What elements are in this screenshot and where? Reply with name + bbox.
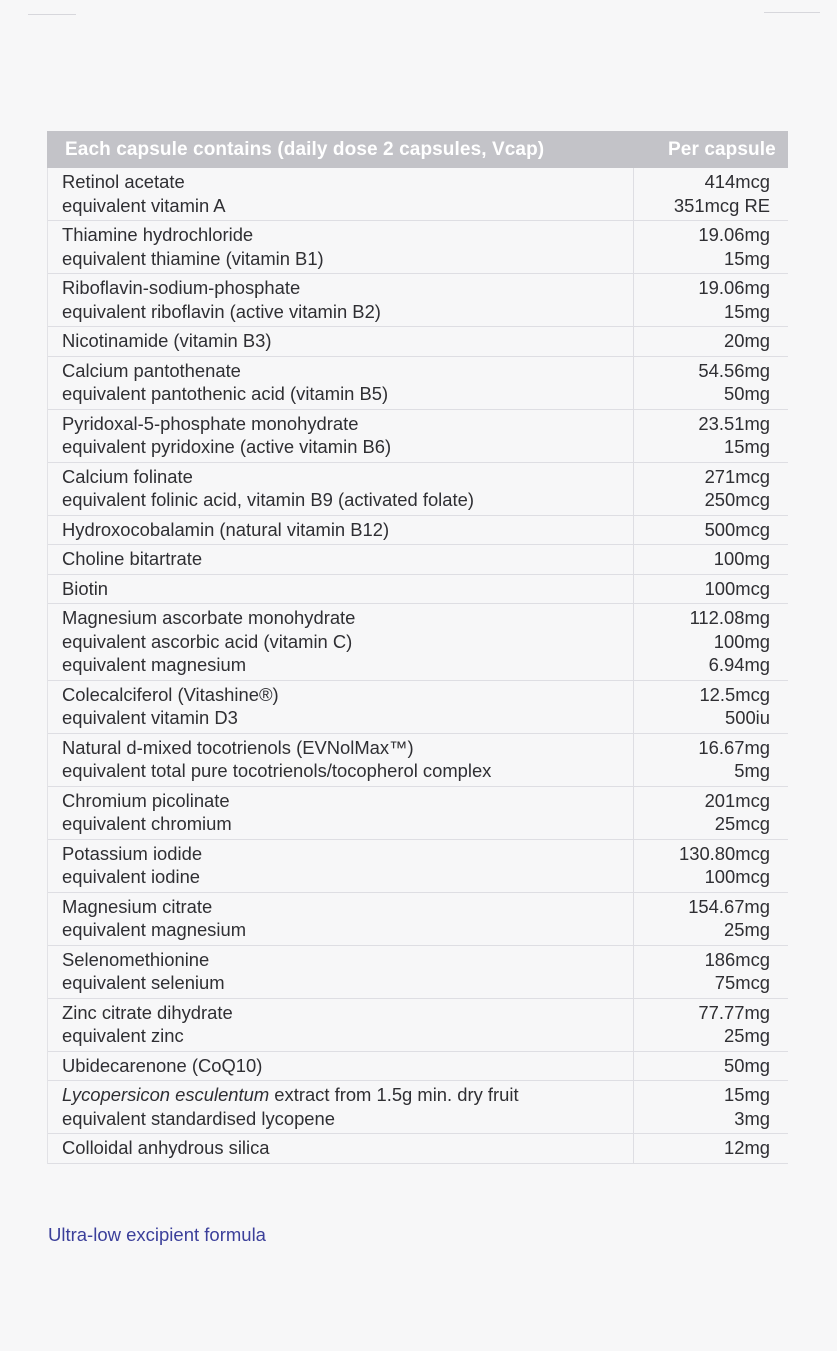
table-row [48,410,788,463]
header-per-capsule-column: Per capsule [668,139,776,160]
ingredient-cell [48,168,634,220]
ingredient-cell [48,840,634,892]
corner-fold-mark-right [764,12,820,13]
amount-cell [634,221,788,273]
amount-cell [634,893,788,945]
ingredient-line: Magnesium citrate [62,895,213,917]
amount-cell [634,681,788,733]
ingredient-line: Hydroxocobalamin (natural vitamin B12) [62,518,390,540]
ingredient-line: equivalent pantothenic acid (vitamin B5) [62,383,389,404]
amount-cell [634,604,788,680]
amount-line: 500mcg [704,518,770,540]
table-row [48,463,788,516]
amount-cell [634,1134,788,1163]
amount-cell [634,168,788,220]
amount-line: 100mcg [704,866,770,887]
amount-cell [634,946,788,998]
table-row [48,357,788,410]
table-row [48,1134,788,1164]
amount-cell [634,787,788,839]
amount-cell [634,1052,788,1081]
table-row [48,840,788,893]
table-row [48,681,788,734]
amount-line: 19.06mg [698,277,770,298]
ingredient-line: Colloidal anhydrous silica [62,1137,270,1158]
ingredient-line: Ubidecarenone (CoQ10) [62,1054,263,1076]
table-row [48,327,788,357]
ingredient-cell [48,221,634,273]
amount-line: 100mg [713,630,770,652]
ingredient-cell [48,946,634,998]
amount-cell [634,274,788,326]
ingredient-line: Colecalciferol (Vitashine®) [62,683,279,705]
ingredient-cell [48,604,634,680]
ingredient-latin-name: Lycopersicon esculentum [62,1084,270,1105]
ingredient-line: equivalent selenium [62,972,225,993]
ingredient-line: Potassium iodide [62,842,203,864]
ingredient-cell [48,787,634,839]
ingredient-line: Pyridoxal-5-phosphate monohydrate [62,412,359,434]
amount-line: 12mg [723,1137,770,1158]
table-row [48,999,788,1052]
amount-cell [634,734,788,786]
amount-cell [634,840,788,892]
amount-line: 201mcg [704,789,770,811]
amount-cell [634,999,788,1051]
table-row [48,734,788,787]
amount-line: 25mg [723,1025,770,1046]
ingredient-line: equivalent vitamin A [62,194,226,216]
amount-line: 20mg [723,330,770,351]
ingredient-cell [48,893,634,945]
ingredient-line: equivalent total pure tocotrienols/tocopherol complex [62,760,492,781]
ingredient-line: Choline bitartrate [62,548,203,569]
ingredient-line: equivalent folinic acid, vitamin B9 (activated folate) [62,489,474,510]
ingredient-line: Calcium pantothenate [62,359,241,381]
ingredient-line: equivalent iodine [62,866,201,887]
ingredient-cell [48,274,634,326]
amount-line: 23.51mg [698,412,770,434]
amount-line: 3mg [734,1107,770,1129]
table-row [48,787,788,840]
ingredient-cell [48,999,634,1051]
amount-line: 130.80mcg [679,842,770,864]
amount-line: 15mg [723,247,770,269]
amount-line: 77.77mg [698,1001,770,1023]
amount-line: 100mg [713,548,770,569]
ingredient-cell [48,357,634,409]
table-row [48,946,788,999]
ingredient-line: equivalent pyridoxine (active vitamin B6) [62,436,392,457]
table-row [48,1081,788,1134]
ingredient-line [62,1083,633,1107]
ingredient-line: Zinc citrate dihydrate [62,1001,233,1023]
ingredient-line: equivalent magnesium [62,919,247,940]
amount-line: 100mcg [704,577,770,599]
ingredient-line: equivalent chromium [62,813,232,834]
ingredient-line: Magnesium ascorbate monohydrate [62,607,356,628]
ingredient-line: equivalent thiamine (vitamin B1) [62,247,324,269]
amount-line: 54.56mg [698,359,770,381]
ingredient-line: Riboflavin-sodium-phosphate [62,277,301,298]
ingredient-line: equivalent magnesium [62,654,247,675]
ingredient-line: Retinol acetate [62,171,185,192]
table-row [48,893,788,946]
ingredient-cell [48,516,634,545]
ingredient-cell [48,575,634,604]
amount-line: 186mcg [704,948,770,970]
ingredient-line: Natural d-mixed tocotrienols (EVNolMax™) [62,736,414,758]
ingredient-cell [48,463,634,515]
amount-line: 15mg [723,300,770,322]
amount-cell [634,516,788,545]
ingredient-cell [48,1134,634,1163]
amount-cell [634,545,788,574]
amount-line: 19.06mg [698,224,770,245]
amount-line: 414mcg [704,171,770,192]
ingredient-cell [48,1052,634,1081]
ingredient-line: Selenomethionine [62,948,210,970]
ingredient-line: Chromium picolinate [62,789,230,811]
ingredient-line: Nicotinamide (vitamin B3) [62,330,272,351]
table-row [48,545,788,575]
ingredient-line: Biotin [62,577,109,599]
amount-line: 25mg [723,919,770,940]
ingredient-line: Calcium folinate [62,465,193,487]
amount-cell [634,1081,788,1133]
table-row [48,1052,788,1082]
table-row [48,274,788,327]
amount-line: 25mcg [714,813,770,834]
amount-line: 5mg [734,760,770,781]
amount-cell [634,575,788,604]
table-row [48,575,788,605]
ingredient-line: equivalent vitamin D3 [62,707,238,728]
amount-line: 50mg [723,1054,770,1076]
amount-line: 112.08mg [689,607,770,628]
amount-line: 6.94mg [708,654,770,675]
table-row [48,168,788,221]
table-body [47,168,788,1164]
amount-line: 15mg [723,1084,770,1105]
amount-line: 351mcg RE [673,194,770,216]
table-row [48,221,788,274]
amount-line: 250mcg [704,489,770,510]
ingredient-line: Thiamine hydrochloride [62,224,254,245]
corner-fold-mark-left [28,14,76,15]
ingredient-cell [48,410,634,462]
ingredient-cell [48,545,634,574]
amount-cell [634,410,788,462]
ingredient-line: equivalent riboflavin (active vitamin B2) [62,300,381,322]
amount-line: 50mg [723,383,770,404]
table-header [47,131,788,168]
amount-cell [634,463,788,515]
table-row [48,516,788,546]
amount-cell [634,327,788,356]
ingredient-cell [48,327,634,356]
amount-line: 16.67mg [698,736,770,758]
ingredient-cell [48,1081,634,1133]
amount-line: 12.5mcg [699,683,770,705]
amount-line: 15mg [723,436,770,457]
ingredient-line-rest: extract from 1.5g min. dry fruit [269,1084,519,1105]
ingredient-line: equivalent zinc [62,1025,184,1046]
ingredient-line: equivalent standardised lycopene [62,1107,335,1129]
amount-cell [634,357,788,409]
ingredient-cell [48,681,634,733]
amount-line: 271mcg [704,465,770,487]
amount-line: 75mcg [714,972,770,993]
amount-line: 500iu [725,707,770,728]
ingredient-cell [48,734,634,786]
footer-note: Ultra-low excipient formula [48,1224,266,1245]
nutrition-table [47,131,788,1164]
amount-line: 154.67mg [688,895,770,917]
ingredient-line: equivalent ascorbic acid (vitamin C) [62,630,353,652]
table-row [48,604,788,681]
header-ingredient-column: Each capsule contains (daily dose 2 capsules, Vcap) [65,139,545,160]
